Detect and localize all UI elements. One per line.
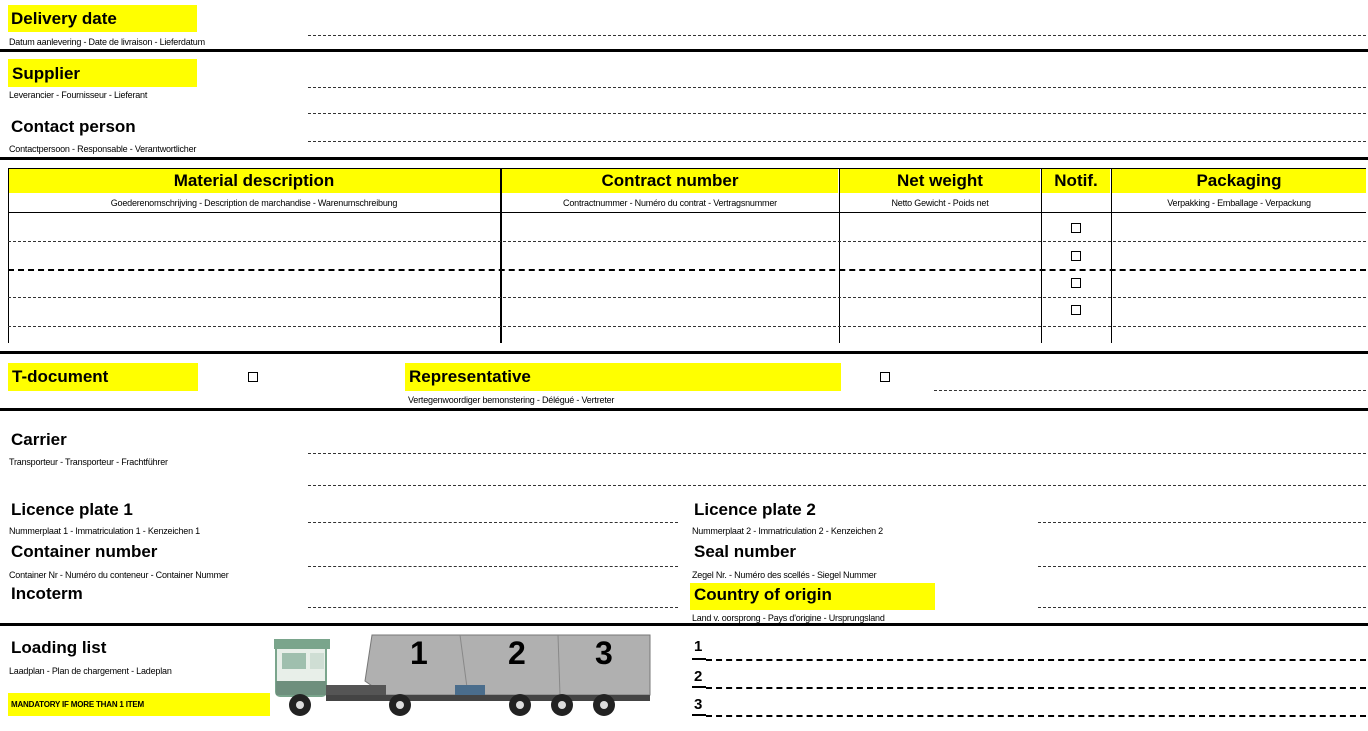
contact-person-title: Contact person xyxy=(11,117,136,136)
supplier-field-2[interactable] xyxy=(308,113,1366,114)
licence-plate-2-subtitle: Nummerplaat 2 - Immatriculation 2 - Kenzeichen 2 xyxy=(692,526,883,536)
country-of-origin-subtitle: Land v. oorsprong - Pays d'origine - Ursprungsland xyxy=(692,613,885,623)
carrier-field-2[interactable] xyxy=(308,485,1366,486)
column-subheader-contract: Contractnummer - Numéro du contrat - Vertragsnummer xyxy=(563,198,777,208)
carrier-subtitle: Transporteur - Transporteur - Frachtführer xyxy=(9,457,168,467)
loading-line-label: 2 xyxy=(694,668,703,685)
licence-plate-2-title: Licence plate 2 xyxy=(694,500,816,519)
table-row[interactable] xyxy=(8,326,1366,327)
table-border xyxy=(1111,168,1112,343)
representative-checkbox[interactable] xyxy=(880,372,890,382)
table-row[interactable] xyxy=(8,241,1366,242)
supplier-field[interactable] xyxy=(308,87,1366,88)
loading-line-label: 3 xyxy=(694,696,703,713)
container-number-field[interactable] xyxy=(308,566,678,567)
container-number-subtitle: Container Nr - Numéro du conteneur - Container Nummer xyxy=(9,570,229,580)
carrier-title: Carrier xyxy=(11,430,67,449)
section-divider xyxy=(0,623,1368,626)
supplier-title: Supplier xyxy=(12,64,81,83)
section-divider xyxy=(0,408,1368,411)
country-of-origin-field[interactable] xyxy=(1038,607,1366,608)
section-divider xyxy=(0,49,1368,52)
loading-line-underline xyxy=(692,686,706,688)
loading-line-field[interactable] xyxy=(706,659,1366,661)
representative-title: Representative xyxy=(409,367,531,386)
column-header-contract: Contract number xyxy=(601,171,739,190)
column-subheader-net-weight: Netto Gewicht - Poids net xyxy=(891,198,989,208)
t-document-checkbox[interactable] xyxy=(248,372,258,382)
table-border xyxy=(500,168,502,343)
contact-person-field[interactable] xyxy=(308,141,1366,142)
licence-plate-1-subtitle: Nummerplaat 1 - Immatriculation 1 - Kenzeichen 1 xyxy=(9,526,200,536)
compartment-label: 2 xyxy=(508,635,526,671)
supplier-subtitle: Leverancier - Fournisseur - Lieferant xyxy=(9,90,148,100)
compartment-label: 1 xyxy=(410,635,428,671)
loading-line-label: 1 xyxy=(694,638,703,655)
seal-number-field[interactable] xyxy=(1038,566,1366,567)
table-border xyxy=(8,168,9,343)
incoterm-field[interactable] xyxy=(308,607,678,608)
loading-line-underline xyxy=(692,714,706,716)
table-row[interactable] xyxy=(8,297,1366,298)
incoterm-title: Incoterm xyxy=(11,584,83,603)
notif-checkbox[interactable] xyxy=(1071,278,1081,288)
column-header-packaging: Packaging xyxy=(1196,171,1282,190)
loading-line-field[interactable] xyxy=(706,687,1366,689)
column-subheader-packaging: Verpakking - Emballage - Verpackung xyxy=(1167,198,1311,208)
column-subheader-material: Goederenomschrijving - Description de marchandise - Warenumschreibung xyxy=(110,198,398,208)
table-border xyxy=(8,212,1366,213)
licence-plate-2-field[interactable] xyxy=(1038,522,1366,523)
seal-number-subtitle: Zegel Nr. - Numéro des scellés - Siegel Nummer xyxy=(692,570,877,580)
container-number-title: Container number xyxy=(11,542,158,561)
section-divider xyxy=(0,157,1368,160)
contact-person-subtitle: Contactpersoon - Responsable - Verantwortlicher xyxy=(9,144,197,154)
loading-line-underline xyxy=(692,658,706,660)
representative-field[interactable] xyxy=(934,390,1366,391)
loading-list-title: Loading list xyxy=(11,638,107,657)
representative-subtitle: Vertegenwoordiger bemonstering - Délégué - Vertreter xyxy=(408,395,615,405)
delivery-date-field[interactable] xyxy=(308,35,1366,36)
carrier-field[interactable] xyxy=(308,453,1366,454)
table-row[interactable] xyxy=(8,269,1366,271)
notif-checkbox[interactable] xyxy=(1071,305,1081,315)
country-of-origin-title: Country of origin xyxy=(694,585,832,604)
column-header-net-weight: Net weight xyxy=(897,171,983,190)
licence-plate-1-title: Licence plate 1 xyxy=(11,500,133,519)
table-border xyxy=(839,168,840,343)
mandatory-note: MANDATORY IF MORE THAN 1 ITEM xyxy=(11,700,145,709)
section-divider xyxy=(0,351,1368,354)
material-table xyxy=(8,168,1366,343)
seal-number-title: Seal number xyxy=(694,542,797,561)
column-header-notif: Notif. xyxy=(1054,171,1098,190)
delivery-date-subtitle: Datum aanlevering - Date de livraison - Lieferdatum xyxy=(9,37,205,47)
loading-line-field[interactable] xyxy=(706,715,1366,717)
table-border xyxy=(8,168,1366,169)
delivery-date-title: Delivery date xyxy=(11,9,117,28)
loading-list-subtitle: Laadplan - Plan de chargement - Ladeplan xyxy=(9,666,172,676)
compartment-label: 3 xyxy=(595,635,613,671)
t-document-title: T-document xyxy=(12,367,109,386)
table-border xyxy=(1041,168,1042,343)
licence-plate-1-field[interactable] xyxy=(308,522,678,523)
truck-illustration xyxy=(270,633,662,723)
notif-checkbox[interactable] xyxy=(1071,251,1081,261)
column-header-material: Material description xyxy=(173,171,335,190)
notif-checkbox[interactable] xyxy=(1071,223,1081,233)
